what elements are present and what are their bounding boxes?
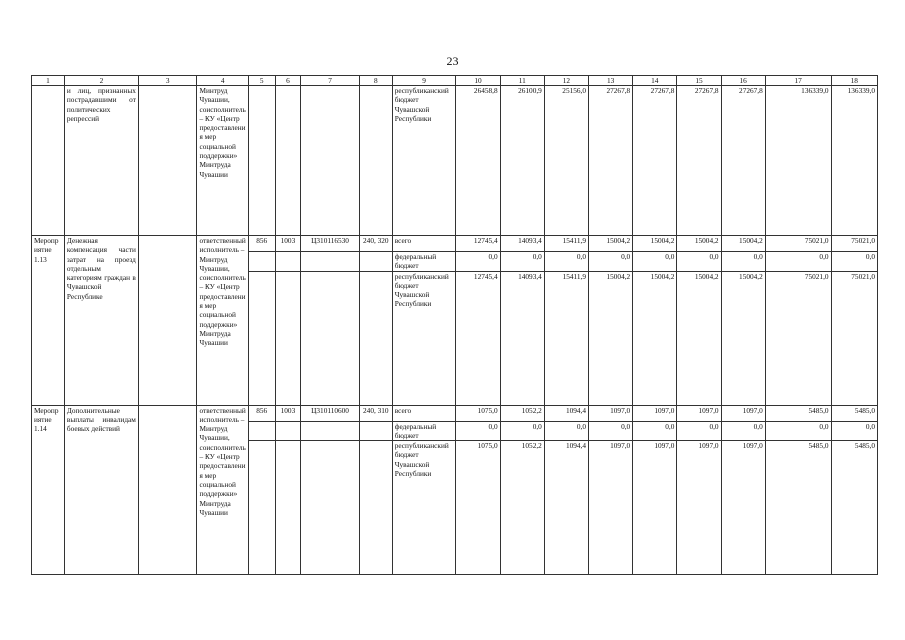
cell-value: 5485,0: [765, 405, 831, 421]
cell-value: 0,0: [456, 252, 500, 272]
cell-value: 0,0: [831, 421, 877, 441]
cell-value: 1097,0: [721, 405, 765, 421]
cell-grbs: [248, 271, 275, 405]
column-number: 3: [138, 76, 197, 86]
cell-value: 1075,0: [456, 405, 500, 421]
cell-source: республиканский бюджет Чувашской Республики: [392, 271, 456, 405]
cell-vr: [359, 86, 392, 236]
cell-value: 136339,0: [765, 86, 831, 236]
cell-value: 15004,2: [721, 271, 765, 405]
cell-value: 0,0: [765, 252, 831, 272]
cell-value: 15004,2: [589, 236, 633, 252]
cell-value: 0,0: [500, 421, 544, 441]
column-number: 4: [197, 76, 248, 86]
cell-value: 75021,0: [765, 236, 831, 252]
cell-value: 25156,0: [544, 86, 588, 236]
cell-executor: ответственный исполнитель – Минтруд Чувашии, соисполнитель – КУ «Центр предоставления мер социальной поддержки» Минтруда Чувашии: [197, 405, 248, 575]
column-number: 8: [359, 76, 392, 86]
cell-value: 75021,0: [831, 236, 877, 252]
page-number: 23: [446, 54, 459, 68]
cell-value: 136339,0: [831, 86, 877, 236]
cell-rzpr: 1003: [275, 405, 301, 421]
cell-csr: Ц310110600: [301, 405, 360, 421]
table-row: [32, 405, 878, 421]
cell-value: 0,0: [765, 421, 831, 441]
cell-rzpr: [275, 86, 301, 236]
cell-value: 0,0: [589, 421, 633, 441]
cell-executor: ответственный исполнитель – Минтруд Чувашии, соисполнитель – КУ «Центр предоставления мер социальной поддержки» Минтруда Чувашии: [197, 236, 248, 406]
column-number: 6: [275, 76, 301, 86]
cell-rzpr: [275, 421, 301, 441]
cell-vr: 240, 320: [359, 236, 392, 252]
cell-value: 27267,8: [633, 86, 677, 236]
cell-value: 15411,9: [544, 236, 588, 252]
cell-executor: Минтруд Чувашии, соисполнитель – КУ «Центр предоставления мер социальной поддержки» Минтруда Чувашии: [197, 86, 248, 236]
cell-value: 0,0: [831, 252, 877, 272]
cell-rzpr: [275, 271, 301, 405]
cell-vr: [359, 421, 392, 441]
cell-value: 1097,0: [677, 441, 721, 575]
cell-grbs: [248, 441, 275, 575]
cell-name: и лиц, признанных пострадавшими от политических репрессий: [64, 86, 138, 236]
cell-value: 1052,2: [500, 441, 544, 575]
cell-source: республиканский бюджет Чувашской Республики: [392, 441, 456, 575]
cell-csr: [301, 441, 360, 575]
cell-value: 15004,2: [677, 236, 721, 252]
cell-vr: [359, 252, 392, 272]
cell-value: 15004,2: [633, 236, 677, 252]
cell-vr: [359, 441, 392, 575]
cell-value: 14093,4: [500, 271, 544, 405]
column-number: 14: [633, 76, 677, 86]
cell-value: 75021,0: [765, 271, 831, 405]
column-number: 1: [32, 76, 65, 86]
cell-value: 1052,2: [500, 405, 544, 421]
cell-value: 27267,8: [677, 86, 721, 236]
column-number: 11: [500, 76, 544, 86]
column-number-row: [32, 76, 878, 86]
cell-value: 5485,0: [765, 441, 831, 575]
column-number: 9: [392, 76, 456, 86]
cell-value: 0,0: [456, 421, 500, 441]
cell-status: [32, 86, 65, 236]
cell-csr: Ц310116530: [301, 236, 360, 252]
cell-value: 5485,0: [831, 405, 877, 421]
column-number: 10: [456, 76, 500, 86]
cell-value: 5485,0: [831, 441, 877, 575]
cell-name: Денежная компенсация части затрат на проезд отдельным категориям граждан в Чувашской Республике: [64, 236, 138, 406]
cell-name: Дополнительные выплаты инвалидам боевых действий: [64, 405, 138, 575]
cell-value: 0,0: [677, 252, 721, 272]
cell-value: 14093,4: [500, 236, 544, 252]
cell-value: 1097,0: [721, 441, 765, 575]
column-number: 7: [301, 76, 360, 86]
cell-rzpr: 1003: [275, 236, 301, 252]
cell-source: федеральный бюджет: [392, 252, 456, 272]
column-number: 13: [589, 76, 633, 86]
cell-rzpr: [275, 252, 301, 272]
cell-value: 0,0: [677, 421, 721, 441]
cell-value: 12745,4: [456, 271, 500, 405]
cell-csr: [301, 271, 360, 405]
cell-vr: 240, 310: [359, 405, 392, 421]
cell-status: Мероприятие 1.14: [32, 405, 65, 575]
cell-grbs: 856: [248, 236, 275, 252]
column-number: 17: [765, 76, 831, 86]
table-row: [32, 236, 878, 252]
cell-value: 15004,2: [633, 271, 677, 405]
cell-value: 0,0: [500, 252, 544, 272]
cell-value: 26458,8: [456, 86, 500, 236]
column-number: 5: [248, 76, 275, 86]
cell-value: 1097,0: [589, 405, 633, 421]
cell-value: 1097,0: [677, 405, 721, 421]
cell-source: федеральный бюджет: [392, 421, 456, 441]
cell-value: 75021,0: [831, 271, 877, 405]
cell-value: 1097,0: [633, 441, 677, 575]
cell-value: 1097,0: [589, 441, 633, 575]
cell-value: 1094,4: [544, 441, 588, 575]
cell-value: 15004,2: [589, 271, 633, 405]
cell-grbs: [248, 252, 275, 272]
cell-goal: [138, 236, 197, 406]
cell-value: 15411,9: [544, 271, 588, 405]
program-table: [31, 75, 878, 575]
cell-value: 12745,4: [456, 236, 500, 252]
column-number: 18: [831, 76, 877, 86]
cell-vr: [359, 271, 392, 405]
table-row: [32, 86, 878, 236]
cell-value: 15004,2: [721, 236, 765, 252]
cell-source: всего: [392, 405, 456, 421]
column-number: 2: [64, 76, 138, 86]
cell-status: Мероприятие 1.13: [32, 236, 65, 406]
column-number: 15: [677, 76, 721, 86]
cell-csr: [301, 421, 360, 441]
cell-goal: [138, 86, 197, 236]
cell-rzpr: [275, 441, 301, 575]
cell-value: 15004,2: [677, 271, 721, 405]
cell-csr: [301, 252, 360, 272]
cell-value: 0,0: [633, 252, 677, 272]
cell-value: 1094,4: [544, 405, 588, 421]
cell-goal: [138, 405, 197, 575]
cell-value: 0,0: [633, 421, 677, 441]
cell-value: 26100,9: [500, 86, 544, 236]
cell-value: 0,0: [721, 421, 765, 441]
column-number: 12: [544, 76, 588, 86]
cell-source: республиканский бюджет Чувашской Республики: [392, 86, 456, 236]
cell-value: 27267,8: [589, 86, 633, 236]
cell-grbs: [248, 421, 275, 441]
cell-value: 0,0: [544, 421, 588, 441]
cell-csr: [301, 86, 360, 236]
cell-value: 0,0: [589, 252, 633, 272]
column-number: 16: [721, 76, 765, 86]
cell-value: 1075,0: [456, 441, 500, 575]
cell-grbs: 856: [248, 405, 275, 421]
cell-value: 0,0: [721, 252, 765, 272]
cell-grbs: [248, 86, 275, 236]
cell-source: всего: [392, 236, 456, 252]
cell-value: 0,0: [544, 252, 588, 272]
cell-value: 1097,0: [633, 405, 677, 421]
cell-value: 27267,8: [721, 86, 765, 236]
